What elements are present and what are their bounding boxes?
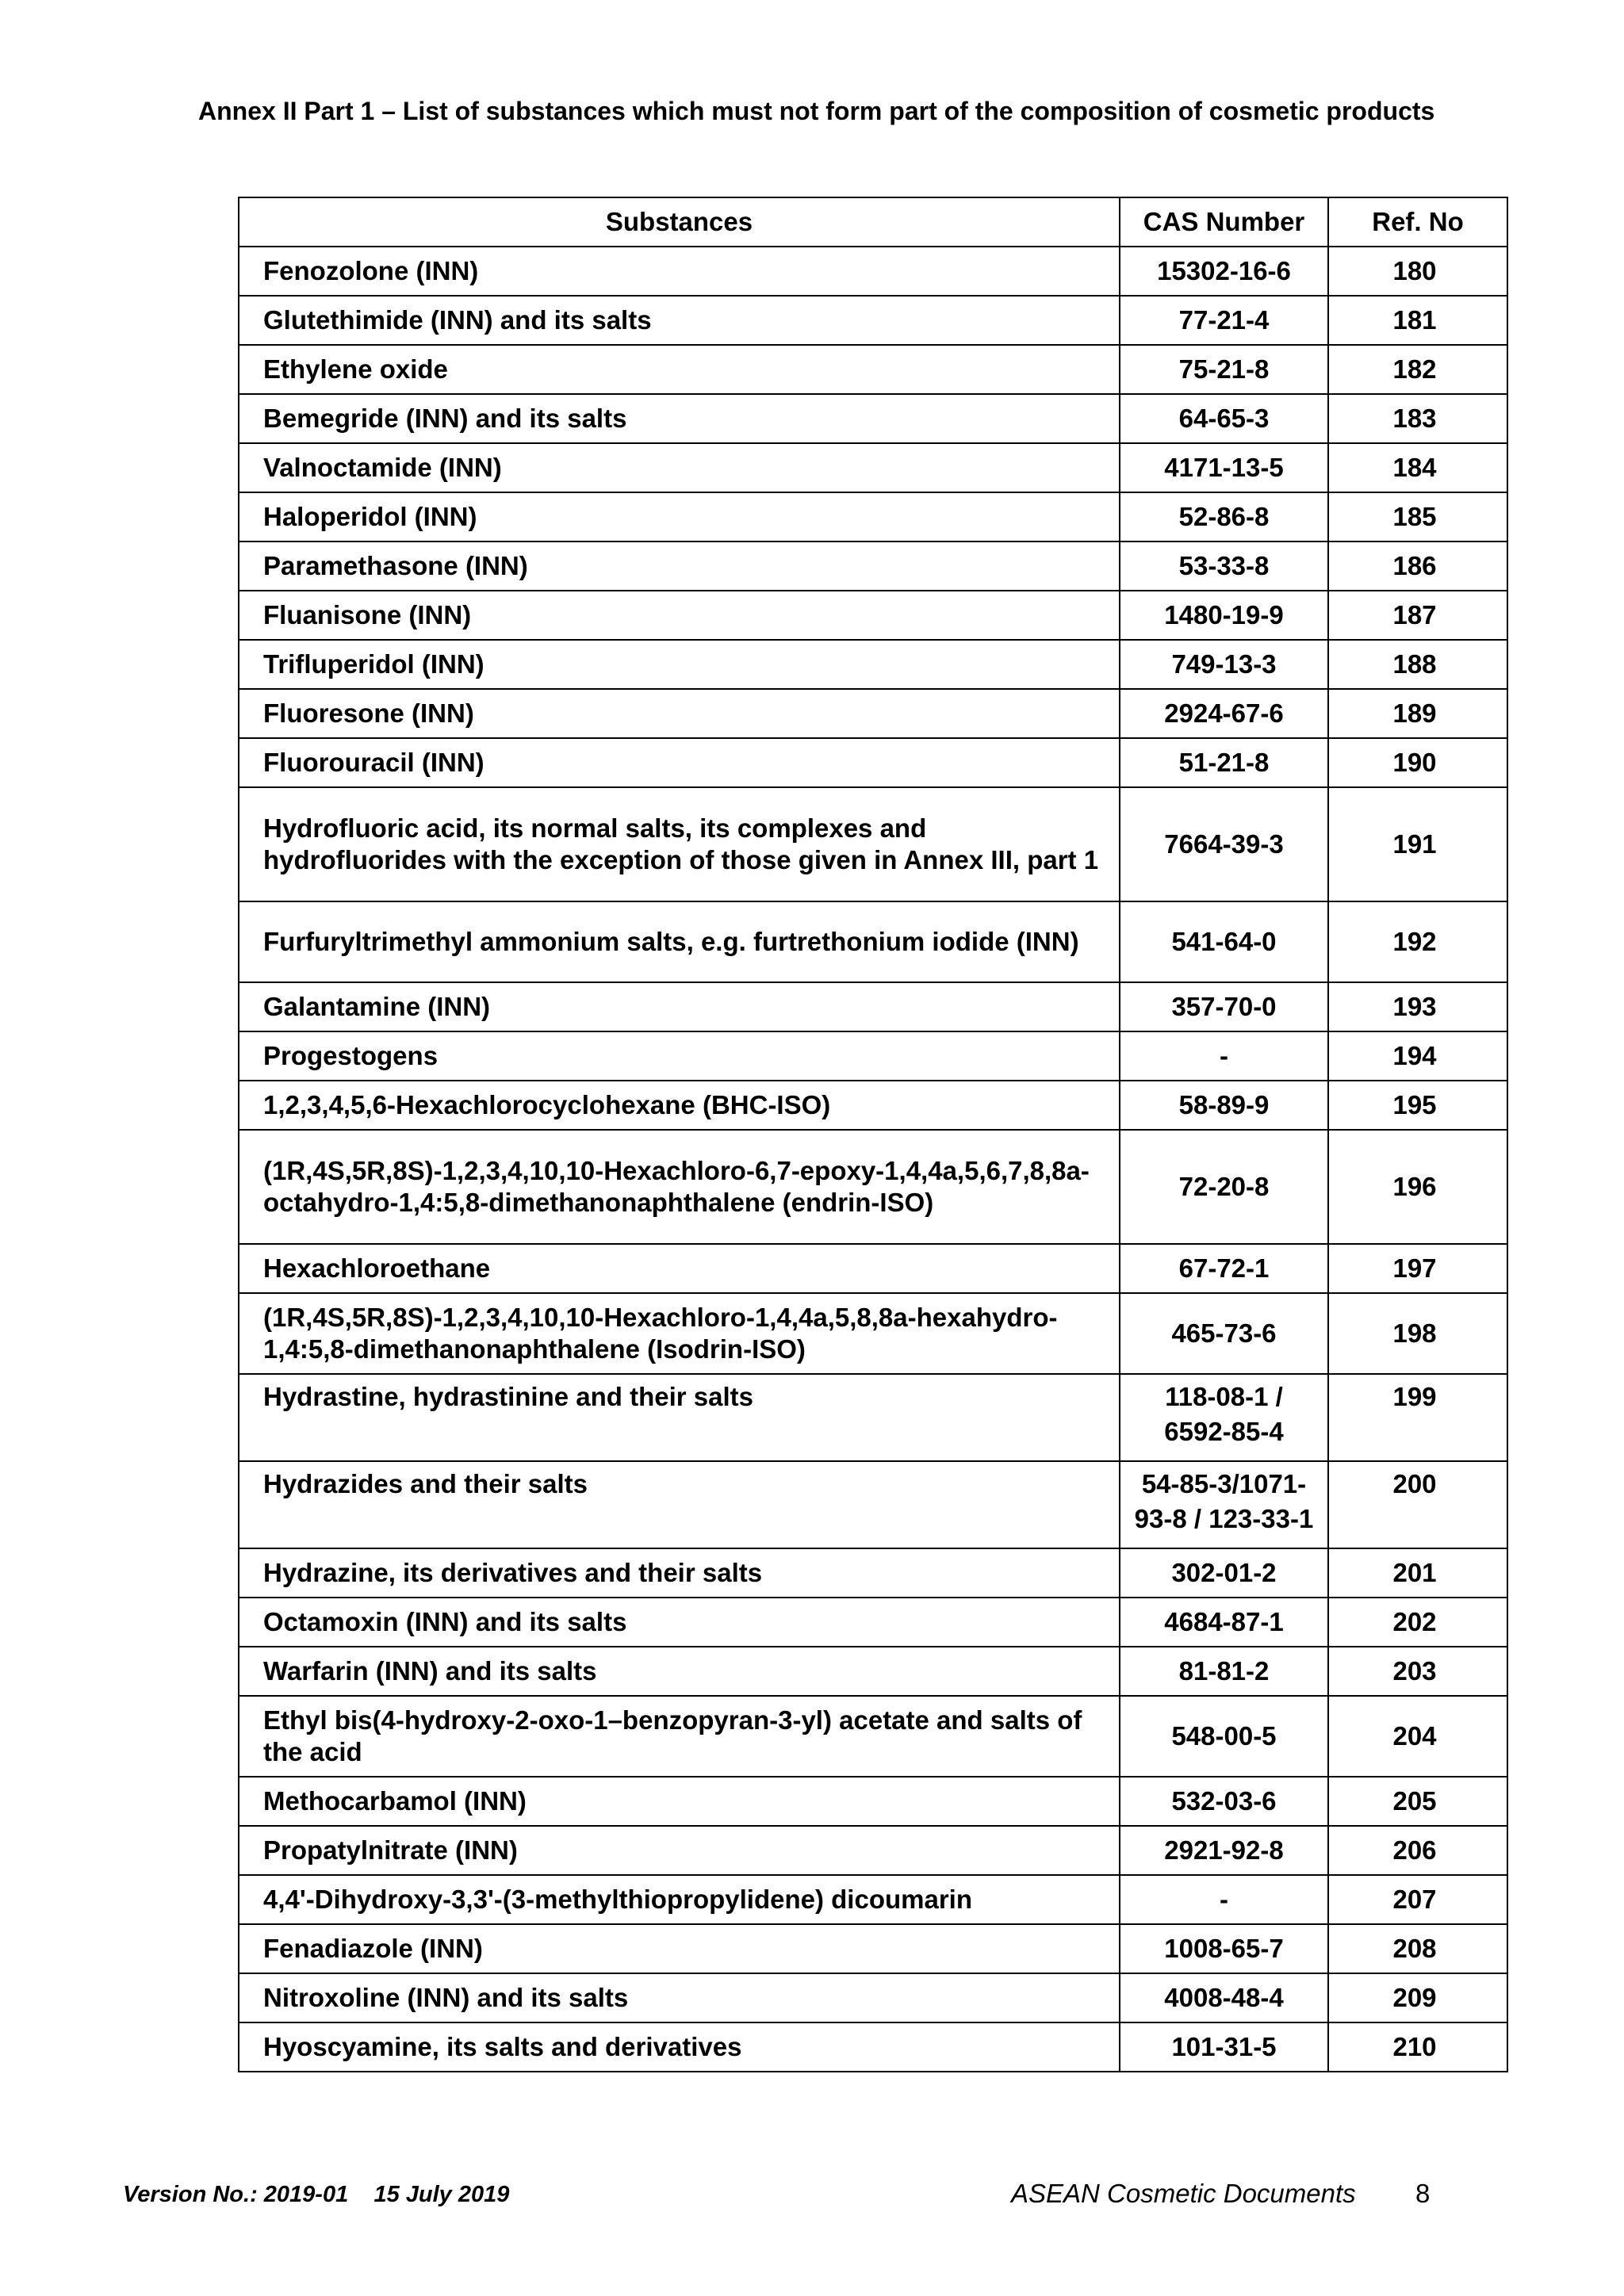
cas-number: 75-21-8 xyxy=(1178,354,1270,384)
cas-number-cell xyxy=(1120,443,1328,492)
cas-number: 81-81-2 xyxy=(1178,1656,1270,1686)
cas-number: 53-33-8 xyxy=(1178,551,1270,580)
substance-cell: Fluanisone (INN) xyxy=(239,591,1120,640)
cas-number-cell xyxy=(1120,787,1328,901)
substance-cell: Galantamine (INN) xyxy=(239,982,1120,1031)
substance-cell: Nitroxoline (INN) and its salts xyxy=(239,1973,1120,2022)
ref-no-cell: 189 xyxy=(1328,689,1507,738)
header-substances: Substances xyxy=(239,197,1120,247)
cas-number-cell xyxy=(1120,901,1328,982)
cas-number: 749-13-3 xyxy=(1171,649,1277,679)
substance-cell: Progestogens xyxy=(239,1031,1120,1081)
ref-no-cell: 193 xyxy=(1328,982,1507,1031)
ref-no-cell: 202 xyxy=(1328,1598,1507,1647)
substance-cell: Hydrastine, hydrastinine and their salts xyxy=(239,1374,1120,1461)
table-row xyxy=(239,1924,1507,1973)
ref-no-cell: 196 xyxy=(1328,1130,1507,1244)
table-row xyxy=(239,689,1507,738)
table-row xyxy=(239,2022,1507,2072)
ref-no-cell: 203 xyxy=(1328,1647,1507,1696)
substance-cell: (1R,4S,5R,8S)-1,2,3,4,10,10-Hexachloro-6,7-epoxy-1,4,4a,5,6,7,8,8a-octahydro-1,4:5,8-dimethanonaphthalene (endrin-ISO) xyxy=(239,1130,1120,1244)
ref-no-cell: 205 xyxy=(1328,1777,1507,1826)
cas-number-cell xyxy=(1120,1548,1328,1598)
table-row xyxy=(239,982,1507,1031)
cas-number: 465-73-6 xyxy=(1171,1318,1277,1348)
cas-number-cell xyxy=(1120,1647,1328,1696)
substance-cell: Hydrazine, its derivatives and their salts xyxy=(239,1548,1120,1598)
substance-cell: Glutethimide (INN) and its salts xyxy=(239,296,1120,345)
table-body xyxy=(239,247,1507,2072)
cas-number: 1480-19-9 xyxy=(1164,600,1284,629)
page-number: 8 xyxy=(1415,2179,1431,2208)
substance-cell: Bemegride (INN) and its salts xyxy=(239,394,1120,443)
table-row xyxy=(239,1826,1507,1875)
ref-no-cell: 181 xyxy=(1328,296,1507,345)
cas-number: 4171-13-5 xyxy=(1164,453,1284,482)
cas-number: 1008-65-7 xyxy=(1164,1934,1284,1963)
table-row xyxy=(239,591,1507,640)
cas-number: 58-89-9 xyxy=(1178,1090,1270,1119)
substance-cell: Hexachloroethane xyxy=(239,1244,1120,1293)
cas-number-cell xyxy=(1120,1244,1328,1293)
ref-no-cell: 207 xyxy=(1328,1875,1507,1924)
cas-number-cell xyxy=(1120,1973,1328,2022)
cas-number-cell xyxy=(1120,1826,1328,1875)
ref-no-cell: 186 xyxy=(1328,541,1507,591)
cas-number: 4684-87-1 xyxy=(1164,1607,1284,1636)
substance-cell: Methocarbamol (INN) xyxy=(239,1777,1120,1826)
ref-no-cell: 180 xyxy=(1328,247,1507,296)
table-row xyxy=(239,1031,1507,1081)
cas-number-cell xyxy=(1120,1293,1328,1374)
cas-number-cell xyxy=(1120,1374,1328,1461)
cas-number-cell xyxy=(1120,1461,1328,1548)
cas-number: 2921-92-8 xyxy=(1164,1835,1284,1865)
ref-no-cell: 197 xyxy=(1328,1244,1507,1293)
cas-number-cell xyxy=(1120,1924,1328,1973)
ref-no-cell: 182 xyxy=(1328,345,1507,394)
cas-number: 101-31-5 xyxy=(1171,2032,1277,2061)
table-row xyxy=(239,1081,1507,1130)
ref-no-cell: 187 xyxy=(1328,591,1507,640)
cas-number: 52-86-8 xyxy=(1178,502,1270,531)
cas-number-cell xyxy=(1120,296,1328,345)
substance-cell: Warfarin (INN) and its salts xyxy=(239,1647,1120,1696)
ref-no-cell: 200 xyxy=(1328,1461,1507,1548)
table-row xyxy=(239,394,1507,443)
cas-number: 2924-67-6 xyxy=(1164,698,1284,728)
substance-cell: Valnoctamide (INN) xyxy=(239,443,1120,492)
cas-number: 541-64-0 xyxy=(1171,927,1277,956)
cas-number-cell xyxy=(1120,394,1328,443)
table-row xyxy=(239,1875,1507,1924)
ref-no-cell: 183 xyxy=(1328,394,1507,443)
substance-cell: Octamoxin (INN) and its salts xyxy=(239,1598,1120,1647)
cas-number: 4008-48-4 xyxy=(1164,1983,1284,2012)
substance-cell: Furfuryltrimethyl ammonium salts, e.g. furtrethonium iodide (INN) xyxy=(239,901,1120,982)
footer-version-no: Version No.: 2019-01 xyxy=(123,2182,349,2207)
table-row xyxy=(239,1374,1507,1461)
cas-number-cell xyxy=(1120,689,1328,738)
table-row xyxy=(239,738,1507,787)
ref-no-cell: 184 xyxy=(1328,443,1507,492)
substance-cell: Hydrazides and their salts xyxy=(239,1461,1120,1548)
ref-no-cell: 190 xyxy=(1328,738,1507,787)
header-ref-no: Ref. No xyxy=(1328,197,1507,247)
substance-cell: (1R,4S,5R,8S)-1,2,3,4,10,10-Hexachloro-1,4,4a,5,8,8a-hexahydro-1,4:5,8-dimethanonaphthalene (Isodrin-ISO) xyxy=(239,1293,1120,1374)
table-row xyxy=(239,787,1507,901)
substance-cell: Ethylene oxide xyxy=(239,345,1120,394)
table-row xyxy=(239,345,1507,394)
substance-cell: Fenozolone (INN) xyxy=(239,247,1120,296)
table-row xyxy=(239,640,1507,689)
cas-number-cell xyxy=(1120,1031,1328,1081)
cas-number-cell xyxy=(1120,1130,1328,1244)
ref-no-cell: 201 xyxy=(1328,1548,1507,1598)
cas-number-cell xyxy=(1120,1696,1328,1777)
cas-number: 64-65-3 xyxy=(1178,404,1270,433)
cas-number: 7664-39-3 xyxy=(1164,829,1284,859)
table-row xyxy=(239,901,1507,982)
cas-number: 357-70-0 xyxy=(1171,992,1277,1021)
substance-cell: Fenadiazole (INN) xyxy=(239,1924,1120,1973)
ref-no-cell: 209 xyxy=(1328,1973,1507,2022)
cas-number-cell xyxy=(1120,1081,1328,1130)
ref-no-cell: 198 xyxy=(1328,1293,1507,1374)
table-row xyxy=(239,1461,1507,1548)
cas-number-cell xyxy=(1120,492,1328,541)
substance-cell: Propatylnitrate (INN) xyxy=(239,1826,1120,1875)
substance-cell: Haloperidol (INN) xyxy=(239,492,1120,541)
cas-number: 6592-85-4 xyxy=(1164,1417,1284,1446)
cas-number: 93-8 / 123-33-1 xyxy=(1134,1504,1314,1533)
cas-number: 54-85-3/1071- xyxy=(1141,1469,1307,1498)
substance-cell: 4,4'-Dihydroxy-3,3'-(3-methylthiopropylidene) dicoumarin xyxy=(239,1875,1120,1924)
cas-number: 77-21-4 xyxy=(1178,305,1270,335)
ref-no-cell: 194 xyxy=(1328,1031,1507,1081)
ref-no-cell: 208 xyxy=(1328,1924,1507,1973)
footer-version xyxy=(123,2182,509,2208)
table-row xyxy=(239,1548,1507,1598)
cas-number: 51-21-8 xyxy=(1178,748,1270,777)
cas-number-cell xyxy=(1120,1598,1328,1647)
cas-number-cell xyxy=(1120,541,1328,591)
substance-cell: Hyoscyamine, its salts and derivatives xyxy=(239,2022,1120,2072)
table-header-row xyxy=(239,197,1507,247)
cas-number-cell xyxy=(1120,738,1328,787)
cas-number: 72-20-8 xyxy=(1178,1172,1270,1201)
substance-cell: 1,2,3,4,5,6-Hexachlorocyclohexane (BHC-ISO) xyxy=(239,1081,1120,1130)
table-row xyxy=(239,443,1507,492)
ref-no-cell: 185 xyxy=(1328,492,1507,541)
table-row xyxy=(239,492,1507,541)
ref-no-cell: 206 xyxy=(1328,1826,1507,1875)
ref-no-cell: 210 xyxy=(1328,2022,1507,2072)
ref-no-cell: 204 xyxy=(1328,1696,1507,1777)
footer-date: 15 July 2019 xyxy=(373,2182,510,2207)
substances-table xyxy=(238,197,1508,2072)
ref-no-cell: 195 xyxy=(1328,1081,1507,1130)
cas-number: 118-08-1 / xyxy=(1165,1382,1283,1411)
cas-number-cell xyxy=(1120,591,1328,640)
cas-number-cell xyxy=(1120,247,1328,296)
table-row xyxy=(239,1293,1507,1374)
cas-number: 302-01-2 xyxy=(1171,1558,1277,1587)
cas-number: 548-00-5 xyxy=(1171,1721,1277,1751)
substance-cell: Ethyl bis(4-hydroxy-2-oxo-1–benzopyran-3-yl) acetate and salts of the acid xyxy=(239,1696,1120,1777)
table-row xyxy=(239,1244,1507,1293)
cas-number-cell xyxy=(1120,345,1328,394)
annex-heading: Annex II Part 1 – List of substances which must not form part of the composition of cosmetic products xyxy=(198,97,1435,125)
table-row xyxy=(239,1973,1507,2022)
footer-doc-title: ASEAN Cosmetic Documents xyxy=(1011,2179,1356,2208)
cas-number-cell xyxy=(1120,982,1328,1031)
table-row xyxy=(239,296,1507,345)
table-row xyxy=(239,1647,1507,1696)
cas-number: - xyxy=(1220,1885,1228,1914)
table-row xyxy=(239,247,1507,296)
substance-cell: Fluorouracil (INN) xyxy=(239,738,1120,787)
cas-number: 15302-16-6 xyxy=(1157,256,1291,285)
cas-number-cell xyxy=(1120,2022,1328,2072)
table-row xyxy=(239,1130,1507,1244)
cas-number-cell xyxy=(1120,1777,1328,1826)
substance-cell: Paramethasone (INN) xyxy=(239,541,1120,591)
cas-number: 532-03-6 xyxy=(1171,1786,1277,1816)
ref-no-cell: 188 xyxy=(1328,640,1507,689)
table-row xyxy=(239,1777,1507,1826)
table-row xyxy=(239,1598,1507,1647)
ref-no-cell: 191 xyxy=(1328,787,1507,901)
substance-cell: Trifluperidol (INN) xyxy=(239,640,1120,689)
substance-cell: Hydrofluoric acid, its normal salts, its complexes and hydrofluorides with the exception of those given in Annex III, part 1 xyxy=(239,787,1120,901)
cas-number: 67-72-1 xyxy=(1178,1253,1270,1283)
table-row xyxy=(239,541,1507,591)
cas-number: - xyxy=(1220,1041,1228,1070)
header-cas-number: CAS Number xyxy=(1120,197,1328,247)
cas-number-cell xyxy=(1120,640,1328,689)
ref-no-cell: 192 xyxy=(1328,901,1507,982)
table-row xyxy=(239,1696,1507,1777)
cas-number-cell xyxy=(1120,1875,1328,1924)
substance-cell: Fluoresone (INN) xyxy=(239,689,1120,738)
ref-no-cell: 199 xyxy=(1328,1374,1507,1461)
